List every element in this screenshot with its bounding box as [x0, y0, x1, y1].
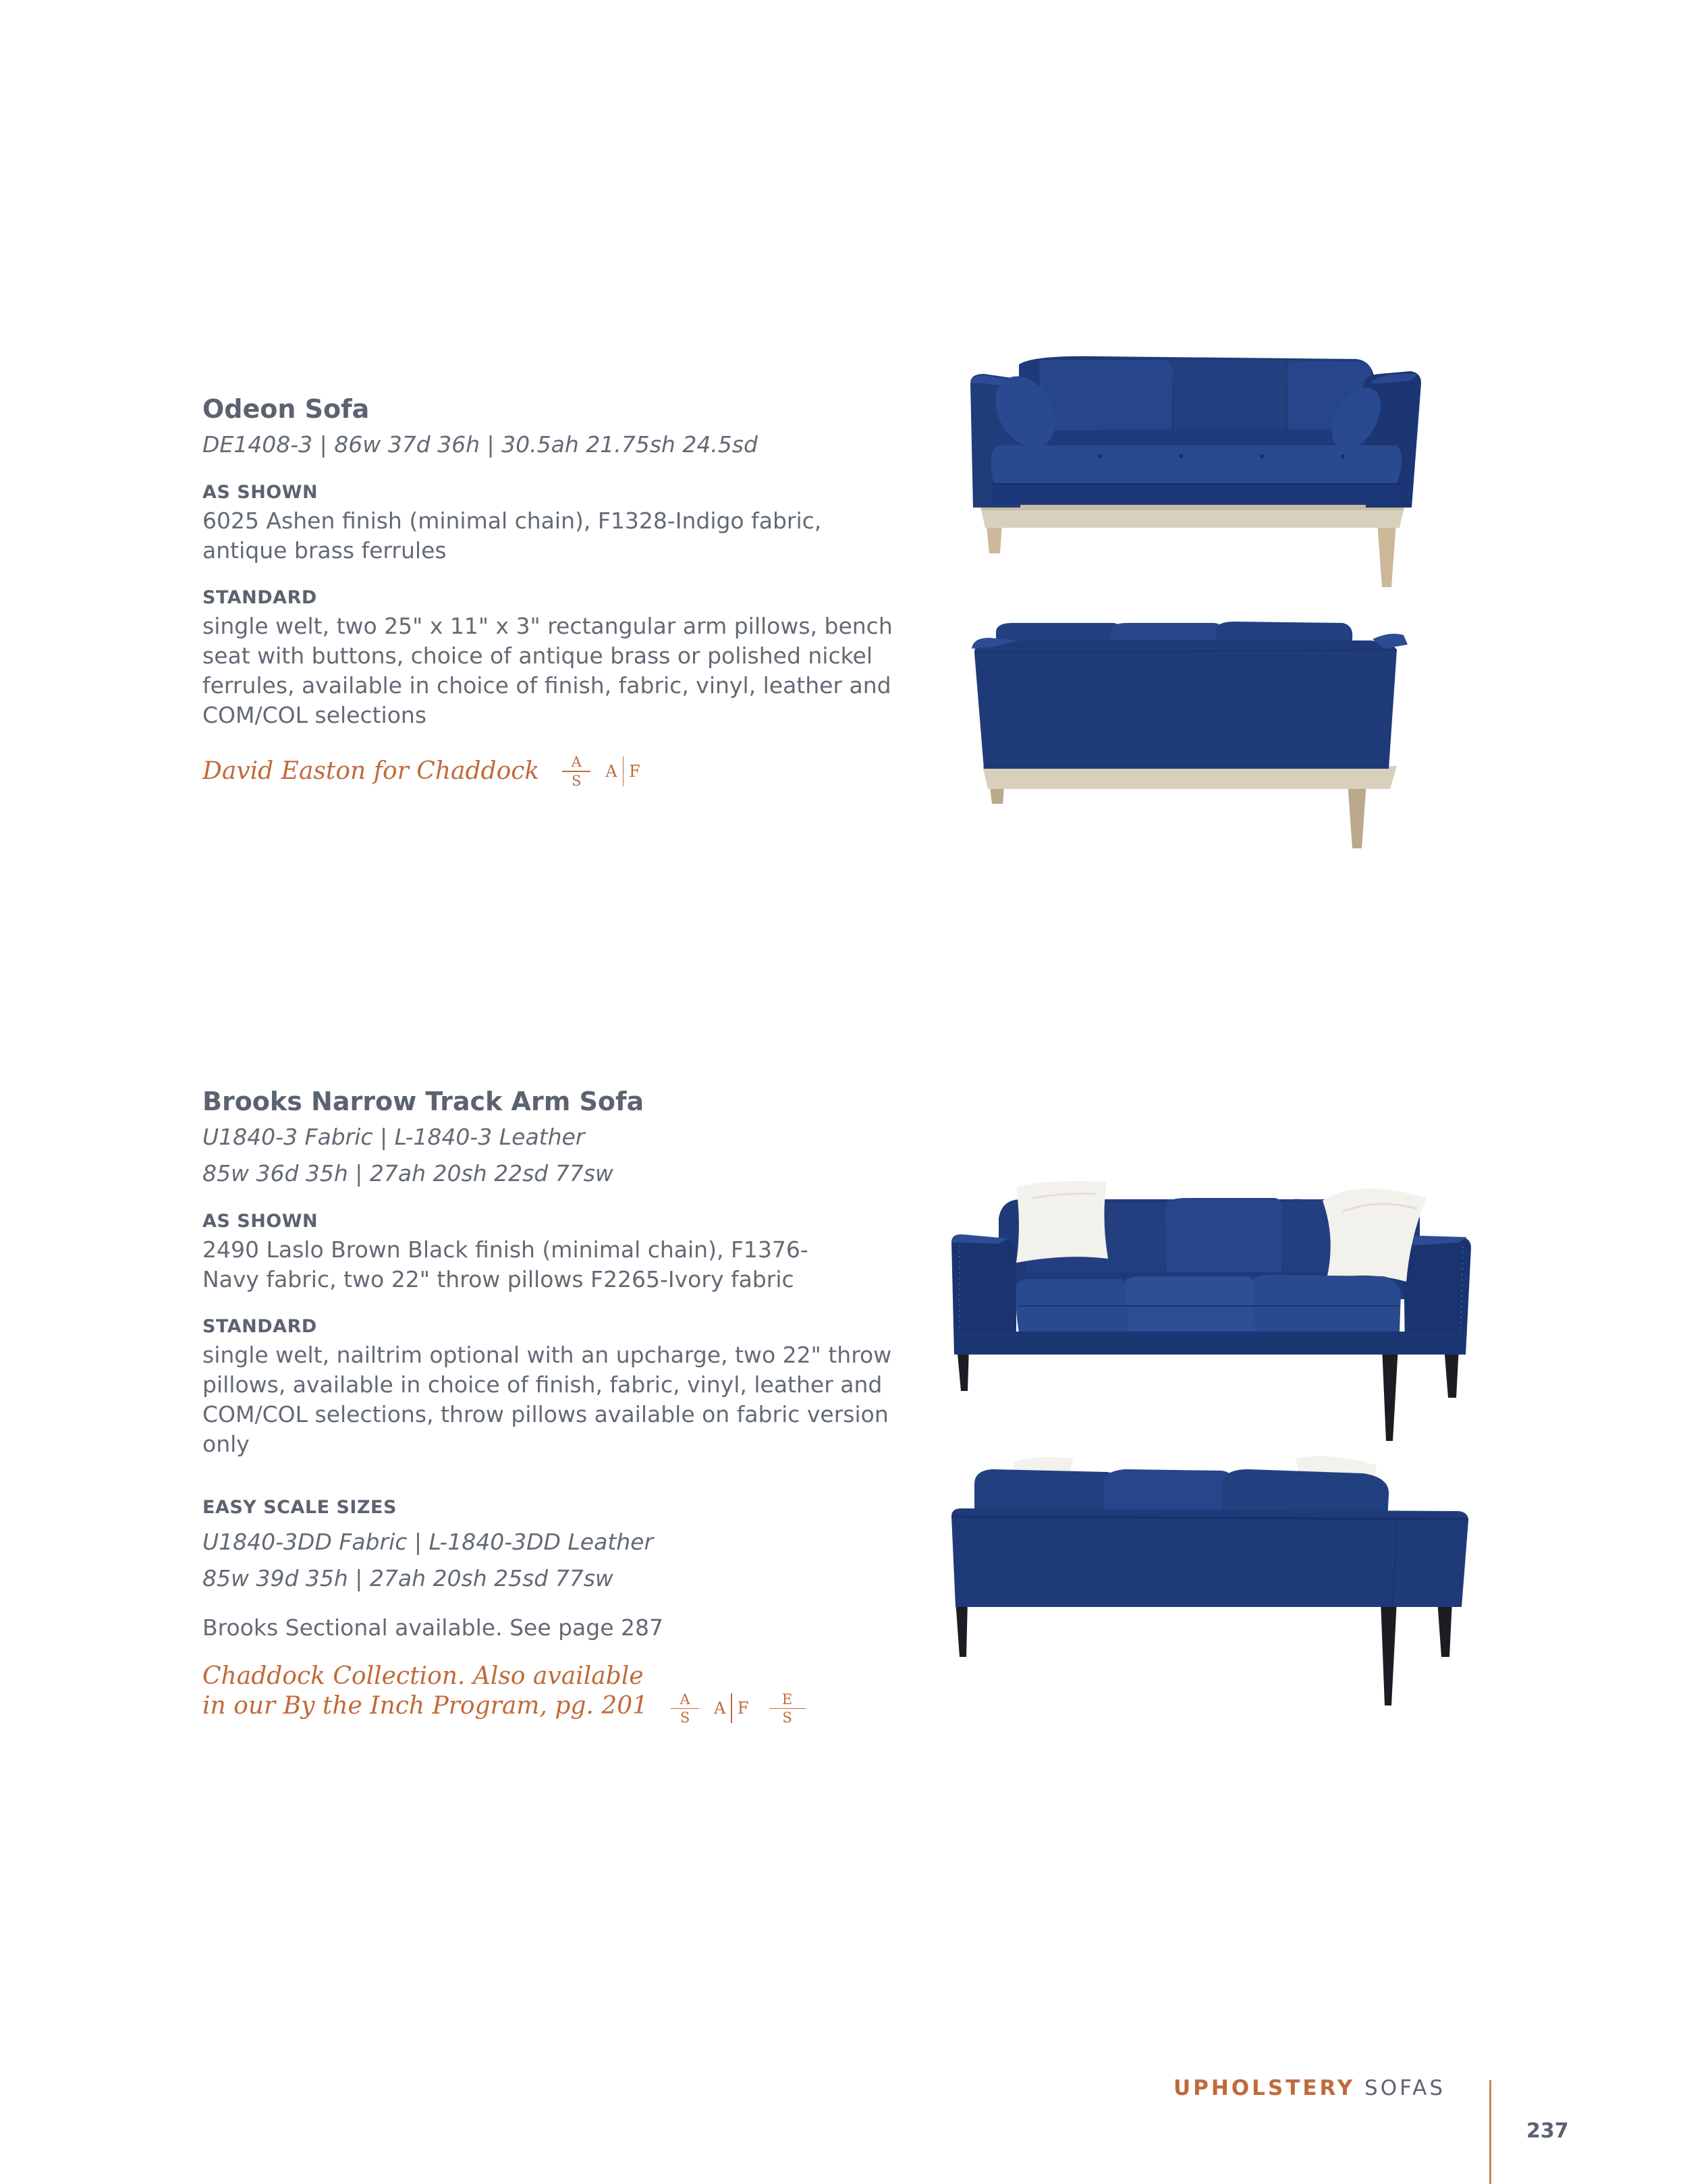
product-title: Brooks Narrow Track Arm Sofa — [202, 1087, 644, 1116]
brooks-sofa-front-image — [951, 1178, 1471, 1448]
footer-category-secondary: SOFAS — [1364, 2076, 1445, 2100]
footer-category — [1173, 2076, 1445, 2100]
product-brooks-sofa — [202, 1084, 931, 1726]
availability-marks — [671, 1692, 806, 1726]
product-spec-line: U1840-3 Fabric | L-1840-3 Leather — [202, 1124, 585, 1150]
designer-row — [202, 755, 931, 788]
product-spec-line: DE1408-3 | 86w 37d 36h | 30.5ah 21.75sh 24.5sd — [202, 431, 758, 458]
standard-text: single welt, nailtrim optional with an upcharge, two 22" throw pillows, available in choice of finish, fabric, vinyl, leather and COM/COL selections, throw pillows available on fabric version only — [202, 1342, 892, 1457]
collection-signature-line: Chaddock Collection. Also available — [202, 1662, 644, 1690]
product-title: Odeon Sofa — [202, 394, 370, 424]
easy-scale-spec-line: U1840-3DD Fabric | L-1840-3DD Leather — [202, 1529, 654, 1555]
collection-signature — [202, 1662, 648, 1721]
product-odeon-sofa — [202, 391, 931, 788]
odeon-sofa-front-image — [965, 351, 1437, 587]
designer-signature: David Easton for Chaddock — [202, 757, 540, 785]
odeon-sofa-back-image — [965, 618, 1437, 854]
collection-signature-line: in our By the Inch Program, pg. 201 — [202, 1692, 648, 1720]
brooks-sofa-back-image — [951, 1454, 1471, 1711]
product-dimensions-line: 85w 36d 35h | 27ah 20sh 22sd 77sw — [202, 1160, 613, 1186]
es-mark-icon: $\frac{E}{S}$ — [769, 1692, 806, 1726]
collection-row — [202, 1662, 931, 1726]
af-mark-icon: A F — [714, 1693, 749, 1723]
standard-text: single welt, two 25" x 11" x 3" rectangular arm pillows, bench seat with buttons, choice of antique brass or polished nickel ferrules, available in choice of finish, fabric, vinyl, leather and COM/COL selections — [202, 613, 893, 728]
footer-category-primary: UPHOLSTERY — [1173, 2076, 1356, 2100]
as-shown-label: AS SHOWN — [202, 1211, 319, 1232]
standard-label: STANDARD — [202, 1316, 317, 1337]
sectional-note: Brooks Sectional available. See page 287 — [202, 1614, 664, 1641]
as-shown-text: 6025 Ashen finish (minimal chain), F1328-Indigo fabric, antique brass ferrules — [202, 508, 822, 564]
standard-label: STANDARD — [202, 587, 317, 608]
availability-marks — [562, 755, 640, 788]
as-mark-icon: $\frac{A}{S}$ — [562, 755, 590, 788]
page-number: 237 — [1526, 2119, 1569, 2143]
as-shown-label: AS SHOWN — [202, 482, 319, 503]
as-shown-text: 2490 Laslo Brown Black finish (minimal chain), F1376-Navy fabric, two 22" throw pillows F2265-Ivory fabric — [202, 1236, 808, 1292]
footer-divider — [1489, 2080, 1491, 2184]
af-mark-icon: A F — [605, 757, 640, 786]
as-mark-icon: $\frac{A}{S}$ — [671, 1692, 699, 1726]
easy-scale-dimensions-line: 85w 39d 35h | 27ah 20sh 25sd 77sw — [202, 1565, 613, 1591]
easy-scale-label: EASY SCALE SIZES — [202, 1497, 397, 1518]
